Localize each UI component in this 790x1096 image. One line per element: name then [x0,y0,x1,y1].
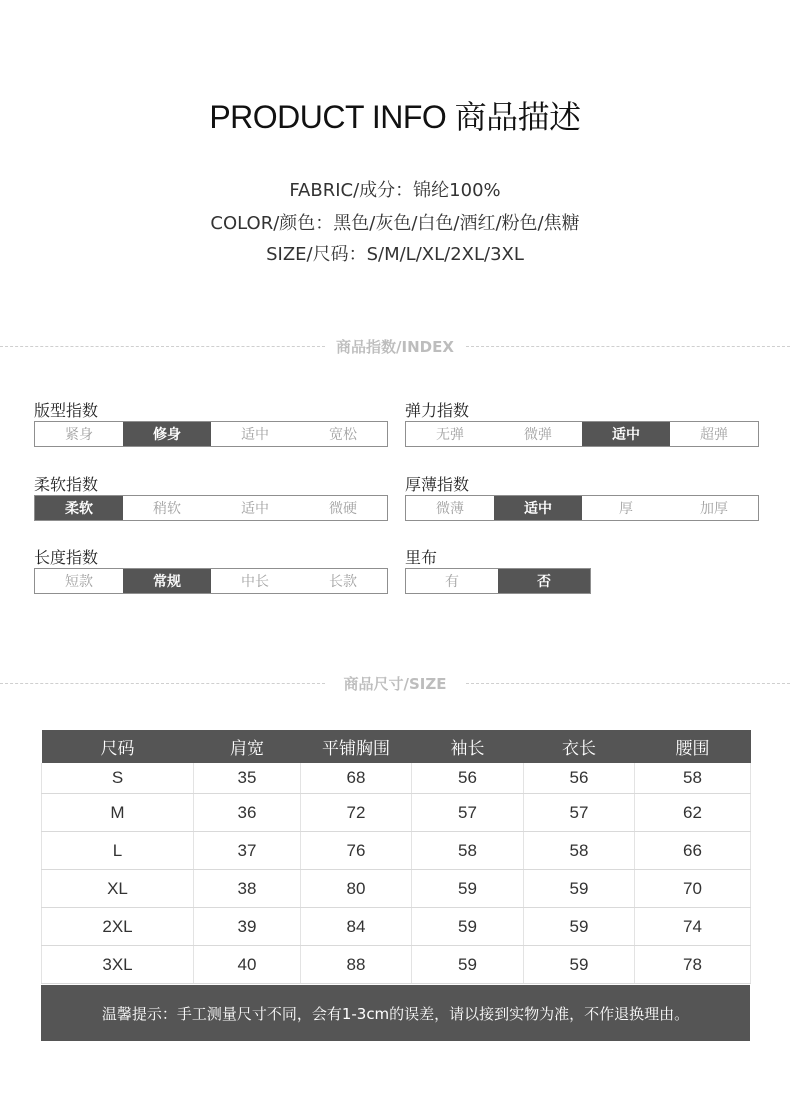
index-group-softness-title: 柔软指数 [34,475,99,494]
index-option: 宽松 [329,427,357,443]
index-option: 加厚 [700,501,728,517]
table-row [42,832,751,870]
index-group-thickness-title: 厚薄指数 [405,475,470,494]
table-cell: 58 [412,832,524,870]
table-cell: 38 [194,870,301,908]
index-option-selected: 修身 [123,422,211,446]
size-column-header: 袖长 [412,730,524,763]
size-column-header: 肩宽 [194,730,301,763]
index-option-selected: 适中 [582,422,670,446]
table-cell: 68 [301,763,412,794]
size-notice: 温馨提示：手工测量尺寸不同，会有1-3cm的误差，请以接到实物为准，不作退换理由。 [41,985,750,1041]
table-cell: 70 [635,870,751,908]
size-column-header: 腰围 [635,730,751,763]
table-cell: 59 [524,946,635,984]
size-column-header: 尺码 [42,730,194,763]
table-cell: 56 [524,763,635,794]
index-group-lining-bar [405,568,591,594]
table-cell: 78 [635,946,751,984]
table-cell: 59 [524,908,635,946]
index-option: 微硬 [329,501,357,517]
index-option: 稍软 [153,501,181,517]
table-row [42,908,751,946]
table-row [42,946,751,984]
index-option: 超弹 [700,427,728,443]
index-group-length-bar [34,568,388,594]
table-cell: 39 [194,908,301,946]
table-row [42,763,751,794]
index-option-selected: 否 [498,569,590,593]
index-group-lining-title: 里布 [405,548,438,567]
index-option-selected: 常规 [123,569,211,593]
size-column-header: 衣长 [524,730,635,763]
size-divider [0,673,790,693]
table-cell: 36 [194,794,301,832]
color-spec: COLOR/颜色：黑色/灰色/白色/酒红/粉色/焦糖 [210,213,580,234]
index-option-selected: 柔软 [35,496,123,520]
table-cell: 59 [412,946,524,984]
table-cell: 37 [194,832,301,870]
table-cell: 59 [524,870,635,908]
table-cell: 80 [301,870,412,908]
fabric-spec: FABRIC/成分：锦纶100% [289,180,501,201]
table-row [42,794,751,832]
table-cell: 56 [412,763,524,794]
index-heading: 商品指数/INDEX [328,338,462,356]
table-cell: M [42,794,194,832]
index-group-thickness-bar [405,495,759,521]
index-group-stretch-title: 弹力指数 [405,401,470,420]
table-cell: 59 [412,870,524,908]
index-option: 微弹 [524,427,552,443]
size-spec: SIZE/尺码：S/M/L/XL/2XL/3XL [266,244,524,265]
index-divider [0,336,790,356]
index-group-fit-bar [34,421,388,447]
size-heading: 商品尺寸/SIZE [336,675,455,693]
table-cell: 35 [194,763,301,794]
index-group-softness-bar [34,495,388,521]
table-cell: 72 [301,794,412,832]
table-cell: 59 [412,908,524,946]
table-cell: 57 [524,794,635,832]
index-option-selected: 适中 [494,496,582,520]
index-option: 有 [445,574,459,590]
index-option: 长款 [329,574,357,590]
index-option: 无弹 [436,427,464,443]
index-option: 适中 [241,501,269,517]
table-cell: 76 [301,832,412,870]
table-cell: 3XL [42,946,194,984]
index-group-fit-title: 版型指数 [34,401,99,420]
table-cell: 88 [301,946,412,984]
index-option: 紧身 [65,427,93,443]
table-cell: 74 [635,908,751,946]
index-option: 适中 [241,427,269,443]
index-option: 短款 [65,574,93,590]
index-group-length-title: 长度指数 [34,548,99,567]
table-cell: 58 [635,763,751,794]
table-cell: 2XL [42,908,194,946]
size-table [41,730,751,984]
size-table-header [42,730,751,763]
size-column-header: 平铺胸围 [301,730,412,763]
page-title: PRODUCT INFO 商品描述 [209,99,581,135]
table-cell: 66 [635,832,751,870]
index-option: 微薄 [436,501,464,517]
index-option: 厚 [619,501,633,517]
table-cell: 57 [412,794,524,832]
table-cell: 62 [635,794,751,832]
index-option: 中长 [241,574,269,590]
table-cell: L [42,832,194,870]
table-cell: 40 [194,946,301,984]
table-cell: 58 [524,832,635,870]
table-cell: S [42,763,194,794]
index-group-stretch-bar [405,421,759,447]
table-row [42,870,751,908]
table-cell: 84 [301,908,412,946]
table-cell: XL [42,870,194,908]
